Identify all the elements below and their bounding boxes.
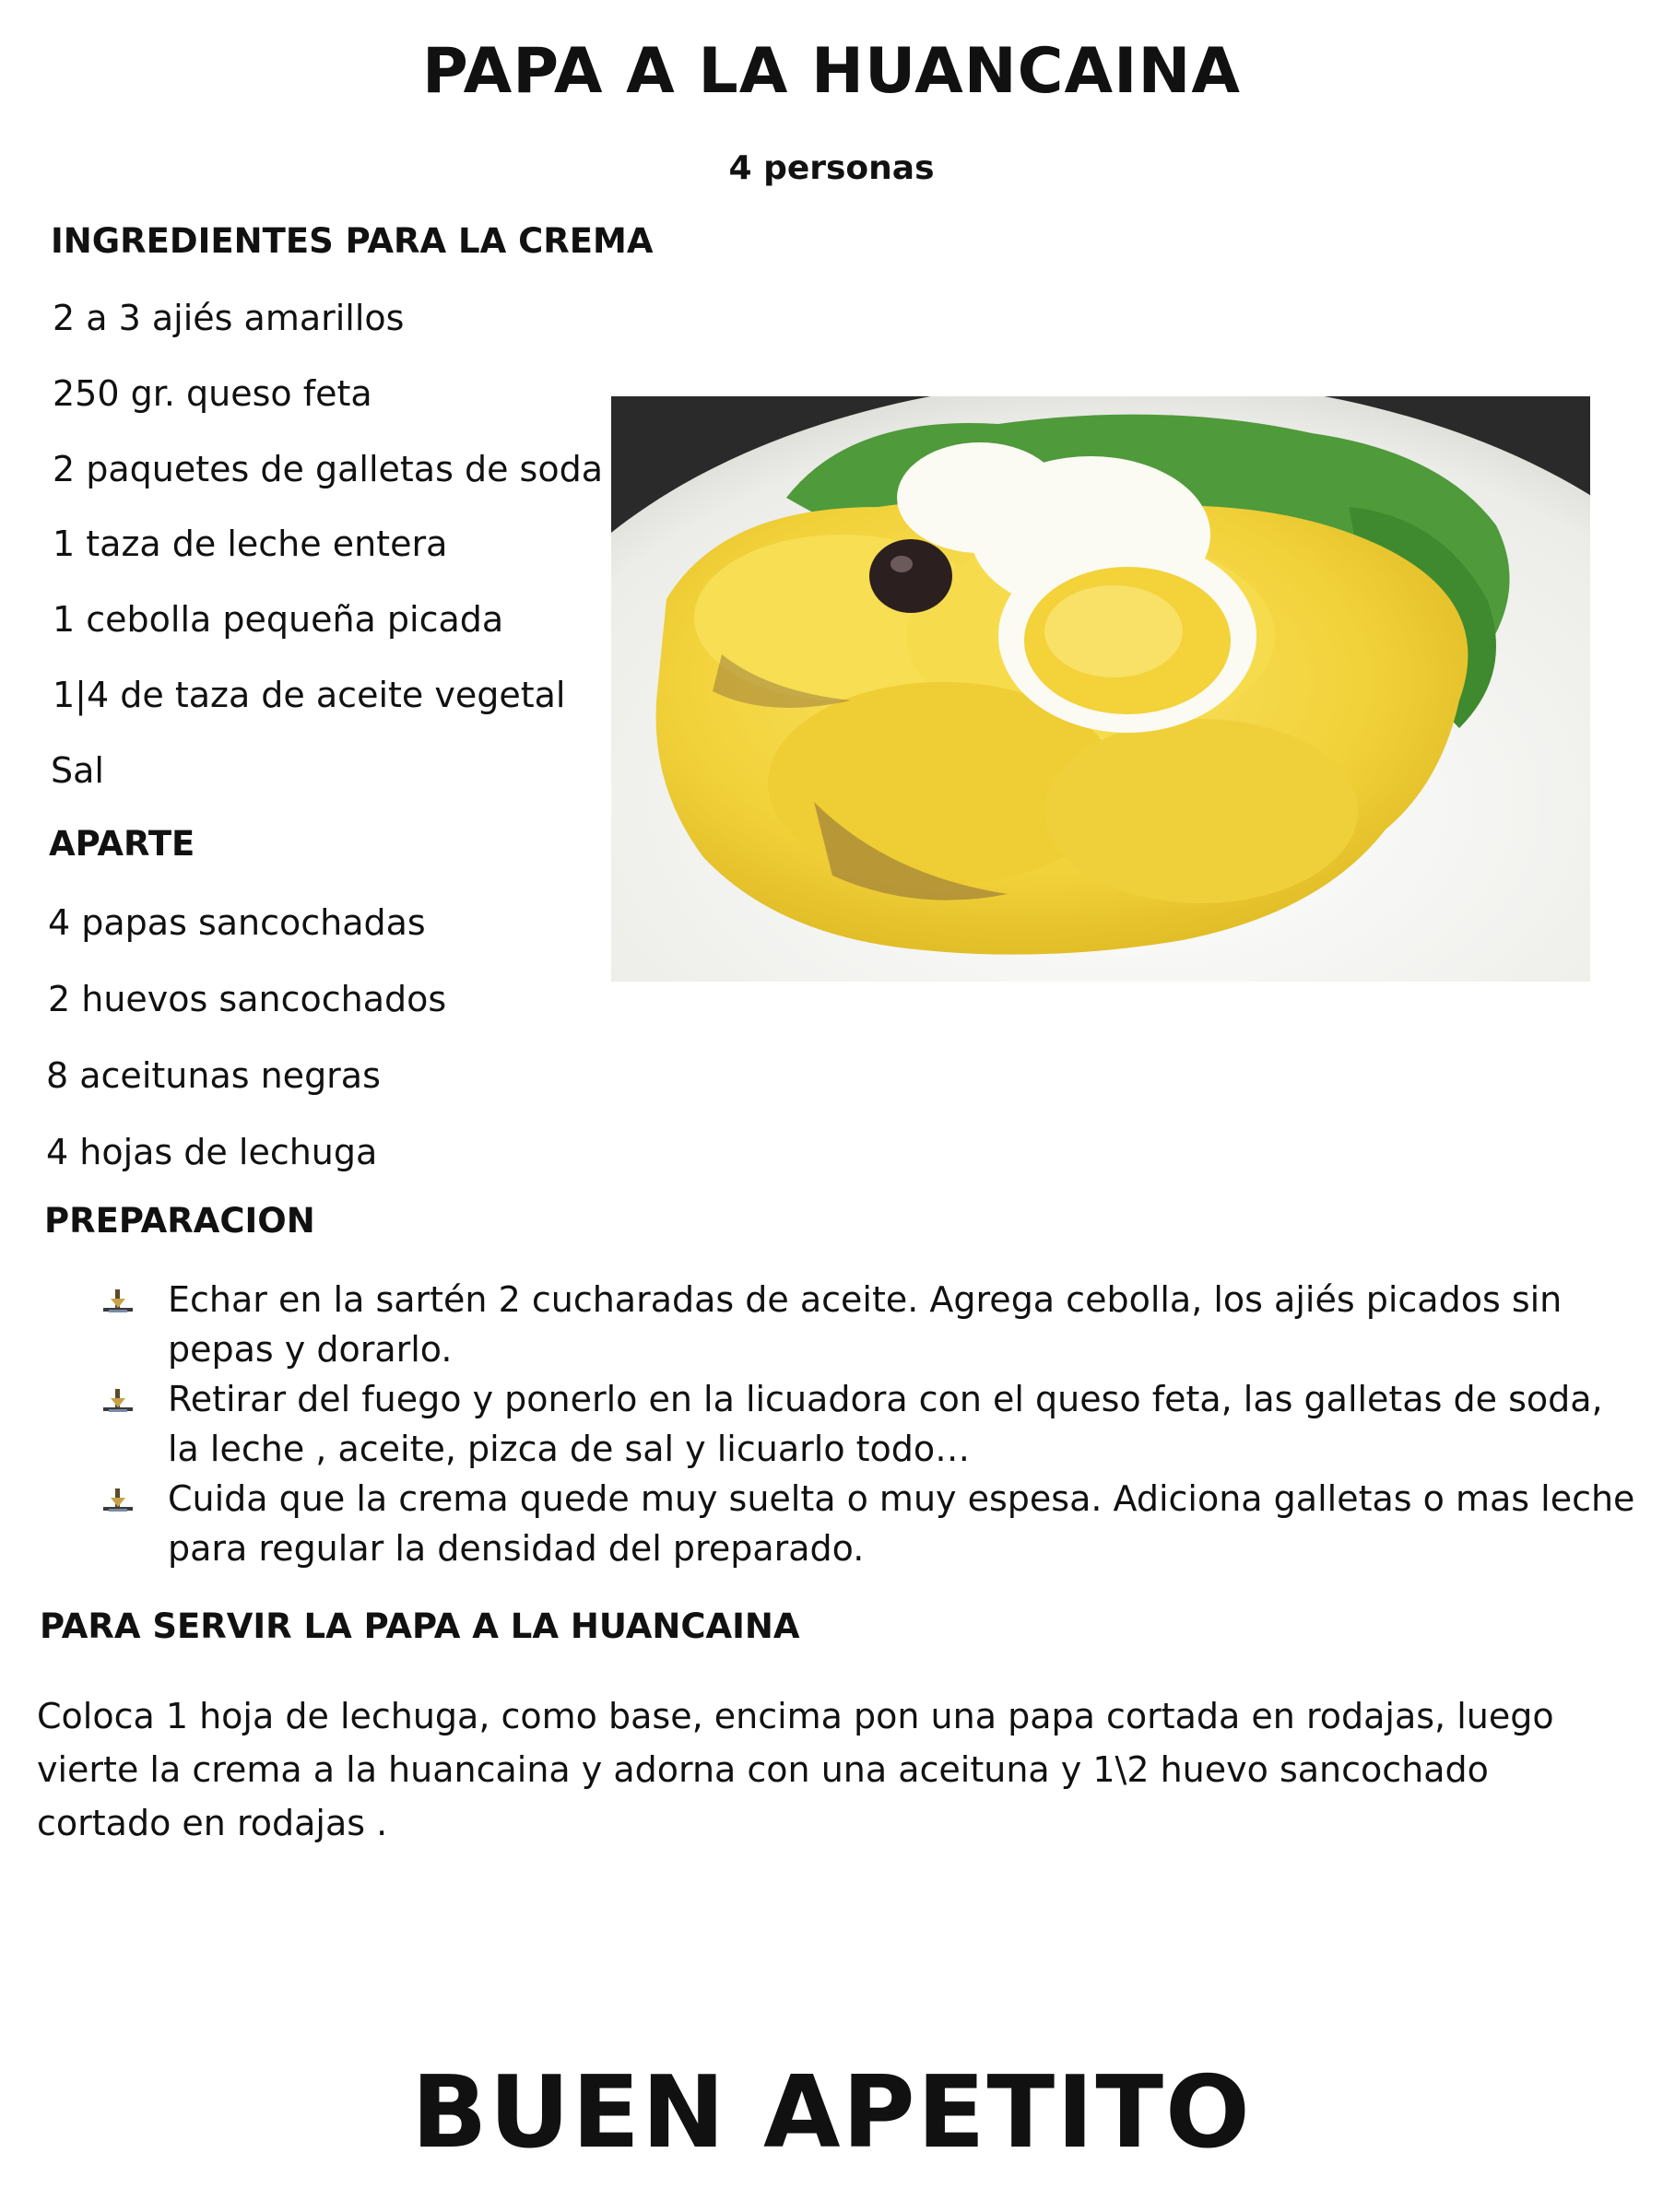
aparte-item: 2 huevos sancochados	[48, 979, 447, 1019]
list-item	[101, 1474, 1641, 1573]
dish-illustration	[611, 396, 1590, 982]
servings: 4 personas	[728, 149, 935, 187]
closing-message: BUEN APETITO	[411, 2055, 1252, 2171]
step-text: Echar en la sartén 2 cucharadas de aceite. Agrega cebolla, los ajiés picados sin pepas y dorarlo.	[168, 1279, 1563, 1370]
step-text: Cuida que la crema quede muy suelta o muy espesa. Adiciona galletas o mas leche para regular la densidad del preparado.	[168, 1478, 1635, 1569]
recipe-title: PAPA A LA HUANCAINA	[422, 35, 1241, 108]
list-item	[101, 1275, 1641, 1374]
ingredient-item: 1|4 de taza de aceite vegetal	[53, 675, 566, 715]
ingredient-item: Sal	[51, 750, 104, 791]
ingredient-item: 1 taza de leche entera	[53, 524, 448, 564]
ingredient-item: 1 cebolla pequeña picada	[53, 599, 504, 640]
aparte-item: 8 aceitunas negras	[46, 1055, 381, 1096]
pushpin-bullet-icon	[101, 1485, 135, 1514]
pushpin-bullet-icon	[101, 1385, 135, 1415]
aparte-heading: APARTE	[49, 824, 195, 864]
dish-photo-icon	[611, 396, 1590, 982]
ingredient-item: 250 gr. queso feta	[53, 373, 372, 414]
preparation-steps	[101, 1275, 1641, 1573]
serving-heading: PARA SERVIR LA PAPA A LA HUANCAINA	[40, 1606, 800, 1646]
ingredient-item: 2 a 3 ajiés amarillos	[53, 298, 405, 338]
pushpin-bullet-icon	[101, 1286, 135, 1315]
cream-ingredients-heading: INGREDIENTES PARA LA CREMA	[51, 221, 654, 261]
step-text: Retirar del fuego y ponerlo en la licuadora con el queso feta, las galletas de soda, la leche , aceite, pizca de sal y licuarlo todo…	[168, 1379, 1603, 1469]
serving-instructions: Coloca 1 hoja de lechuga, como base, encima pon una papa cortada en rodajas, luego vierte la crema a la huancaina y adorna con una aceituna y 1\2 huevo sancochado cortado en rodajas .	[37, 1696, 1554, 1843]
ingredient-item: 2 paquetes de galletas de soda	[53, 449, 603, 489]
aparte-item: 4 hojas de lechuga	[46, 1132, 378, 1172]
list-item	[101, 1374, 1641, 1474]
preparation-heading: PREPARACION	[44, 1201, 315, 1241]
aparte-item: 4 papas sancochadas	[48, 902, 426, 943]
